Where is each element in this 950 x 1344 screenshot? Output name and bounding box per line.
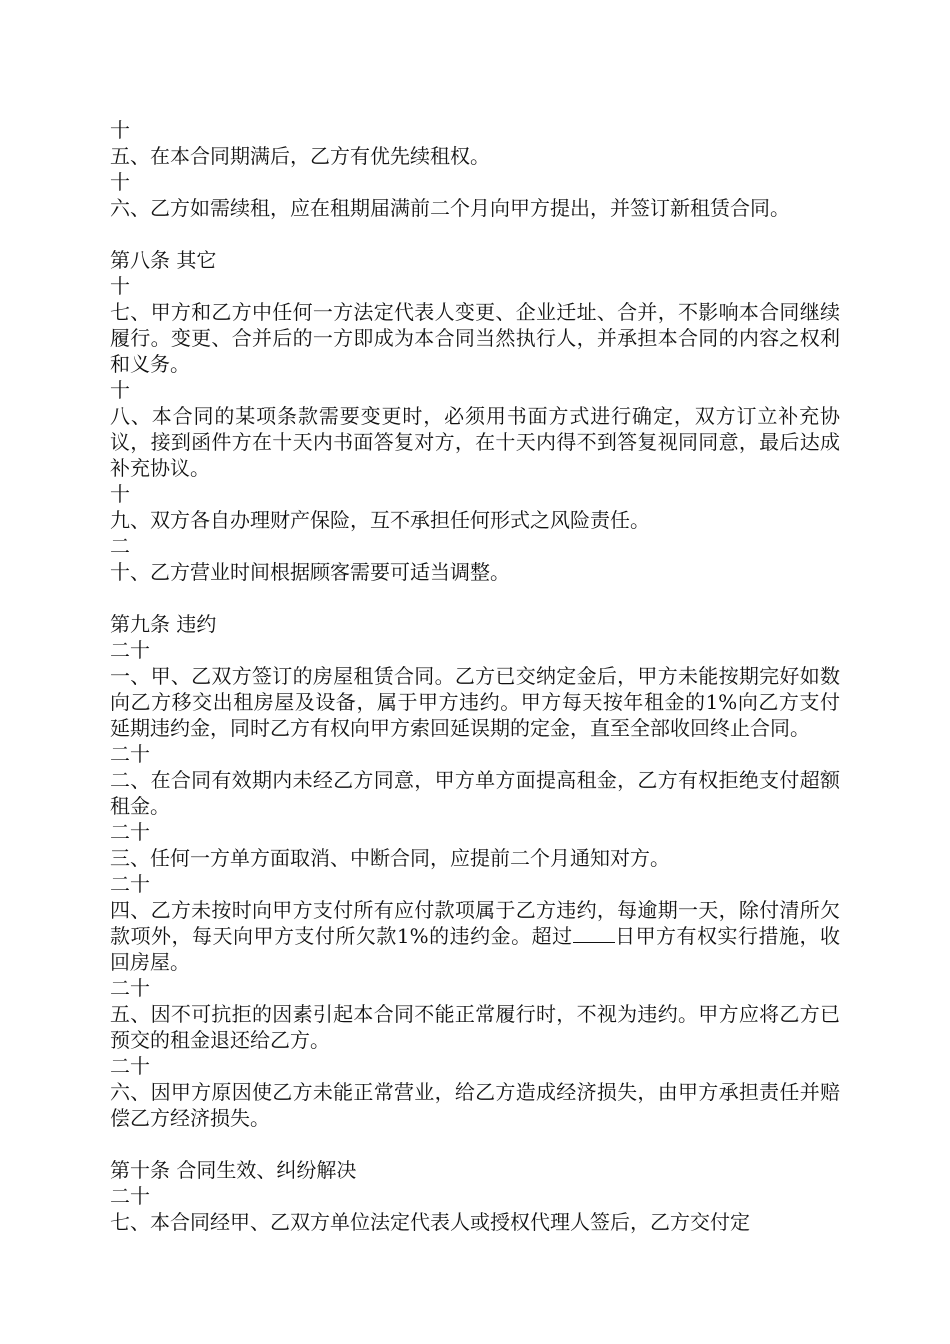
clause-number-prefix: 十 — [110, 378, 130, 402]
clause-number-prefix: 十 — [110, 118, 130, 142]
clause-paragraph: 一、甲、乙双方签订的房屋租赁合同。乙方已交纳定金后，甲方未能按期完好如数向乙方移交出租房屋及设备，属于甲方违约。甲方每天按年租金的1%向乙方支付延期违约金，同时乙方有权向甲方索回延误期的定金，直至全部收回终止合同。 — [110, 664, 840, 740]
clause-paragraph: 五、在本合同期满后，乙方有优先续租权。 — [110, 144, 490, 168]
clause-number-prefix: 二十 — [110, 872, 150, 896]
clause-number-prefix: 二十 — [110, 742, 150, 766]
clause-number-prefix: 二 — [110, 534, 130, 558]
document-body — [110, 117, 840, 1235]
clause-text: 日甲方有权实行措施，收回房屋。 — [110, 924, 841, 974]
clause-paragraph: 七、本合同经甲、乙双方单位法定代表人或授权代理人签后，乙方交付定 — [110, 1210, 750, 1234]
clause-text: 四、乙方未按时向甲方支付所有应付款项属于乙方违约，每逾期一天，除付清所欠款项外，每天向甲方支付所欠款1%的违约金。超过 — [110, 898, 840, 948]
clause-paragraph: 三、任何一方单方面取消、中断合同，应提前二个月通知对方。 — [110, 846, 670, 870]
clause-number-prefix: 二十 — [110, 820, 150, 844]
clause-paragraph: 六、因甲方原因使乙方未能正常营业，给乙方造成经济损失，由甲方承担责任并赔偿乙方经济损失。 — [110, 1080, 840, 1130]
article-heading: 第九条 违约 — [110, 612, 217, 636]
clause-paragraph — [110, 897, 840, 975]
article-heading: 第十条 合同生效、纠纷解决 — [110, 1158, 357, 1182]
clause-paragraph: 六、乙方如需续租，应在租期届满前二个月向甲方提出，并签订新租赁合同。 — [110, 196, 790, 220]
clause-paragraph: 五、因不可抗拒的因素引起本合同不能正常履行时，不视为违约。甲方应将乙方已预交的租金退还给乙方。 — [110, 1002, 840, 1052]
clause-number-prefix: 十 — [110, 170, 130, 194]
clause-paragraph: 二、在合同有效期内未经乙方同意，甲方单方面提高租金，乙方有权拒绝支付超额租金。 — [110, 768, 840, 818]
clause-paragraph: 八、本合同的某项条款需要变更时，必须用书面方式进行确定，双方订立补充协议，接到函件方在十天内书面答复对方，在十天内得不到答复视同同意，最后达成补充协议。 — [110, 404, 840, 480]
clause-number-prefix: 二十 — [110, 638, 150, 662]
clause-paragraph: 九、双方各自办理财产保险，互不承担任何形式之风险责任。 — [110, 508, 650, 532]
clause-number-prefix: 十 — [110, 482, 130, 506]
clause-number-prefix: 十 — [110, 274, 130, 298]
article-heading: 第八条 其它 — [110, 248, 217, 272]
clause-paragraph: 七、甲方和乙方中任何一方法定代表人变更、企业迁址、合并，不影响本合同继续履行。变更、合并后的一方即成为本合同当然执行人，并承担本合同的内容之权利和义务。 — [110, 300, 840, 376]
fill-in-blank — [573, 924, 615, 943]
clause-number-prefix: 二十 — [110, 976, 150, 1000]
clause-number-prefix: 二十 — [110, 1054, 150, 1078]
clause-paragraph: 十、乙方营业时间根据顾客需要可适当调整。 — [110, 560, 510, 584]
clause-number-prefix: 二十 — [110, 1184, 150, 1208]
